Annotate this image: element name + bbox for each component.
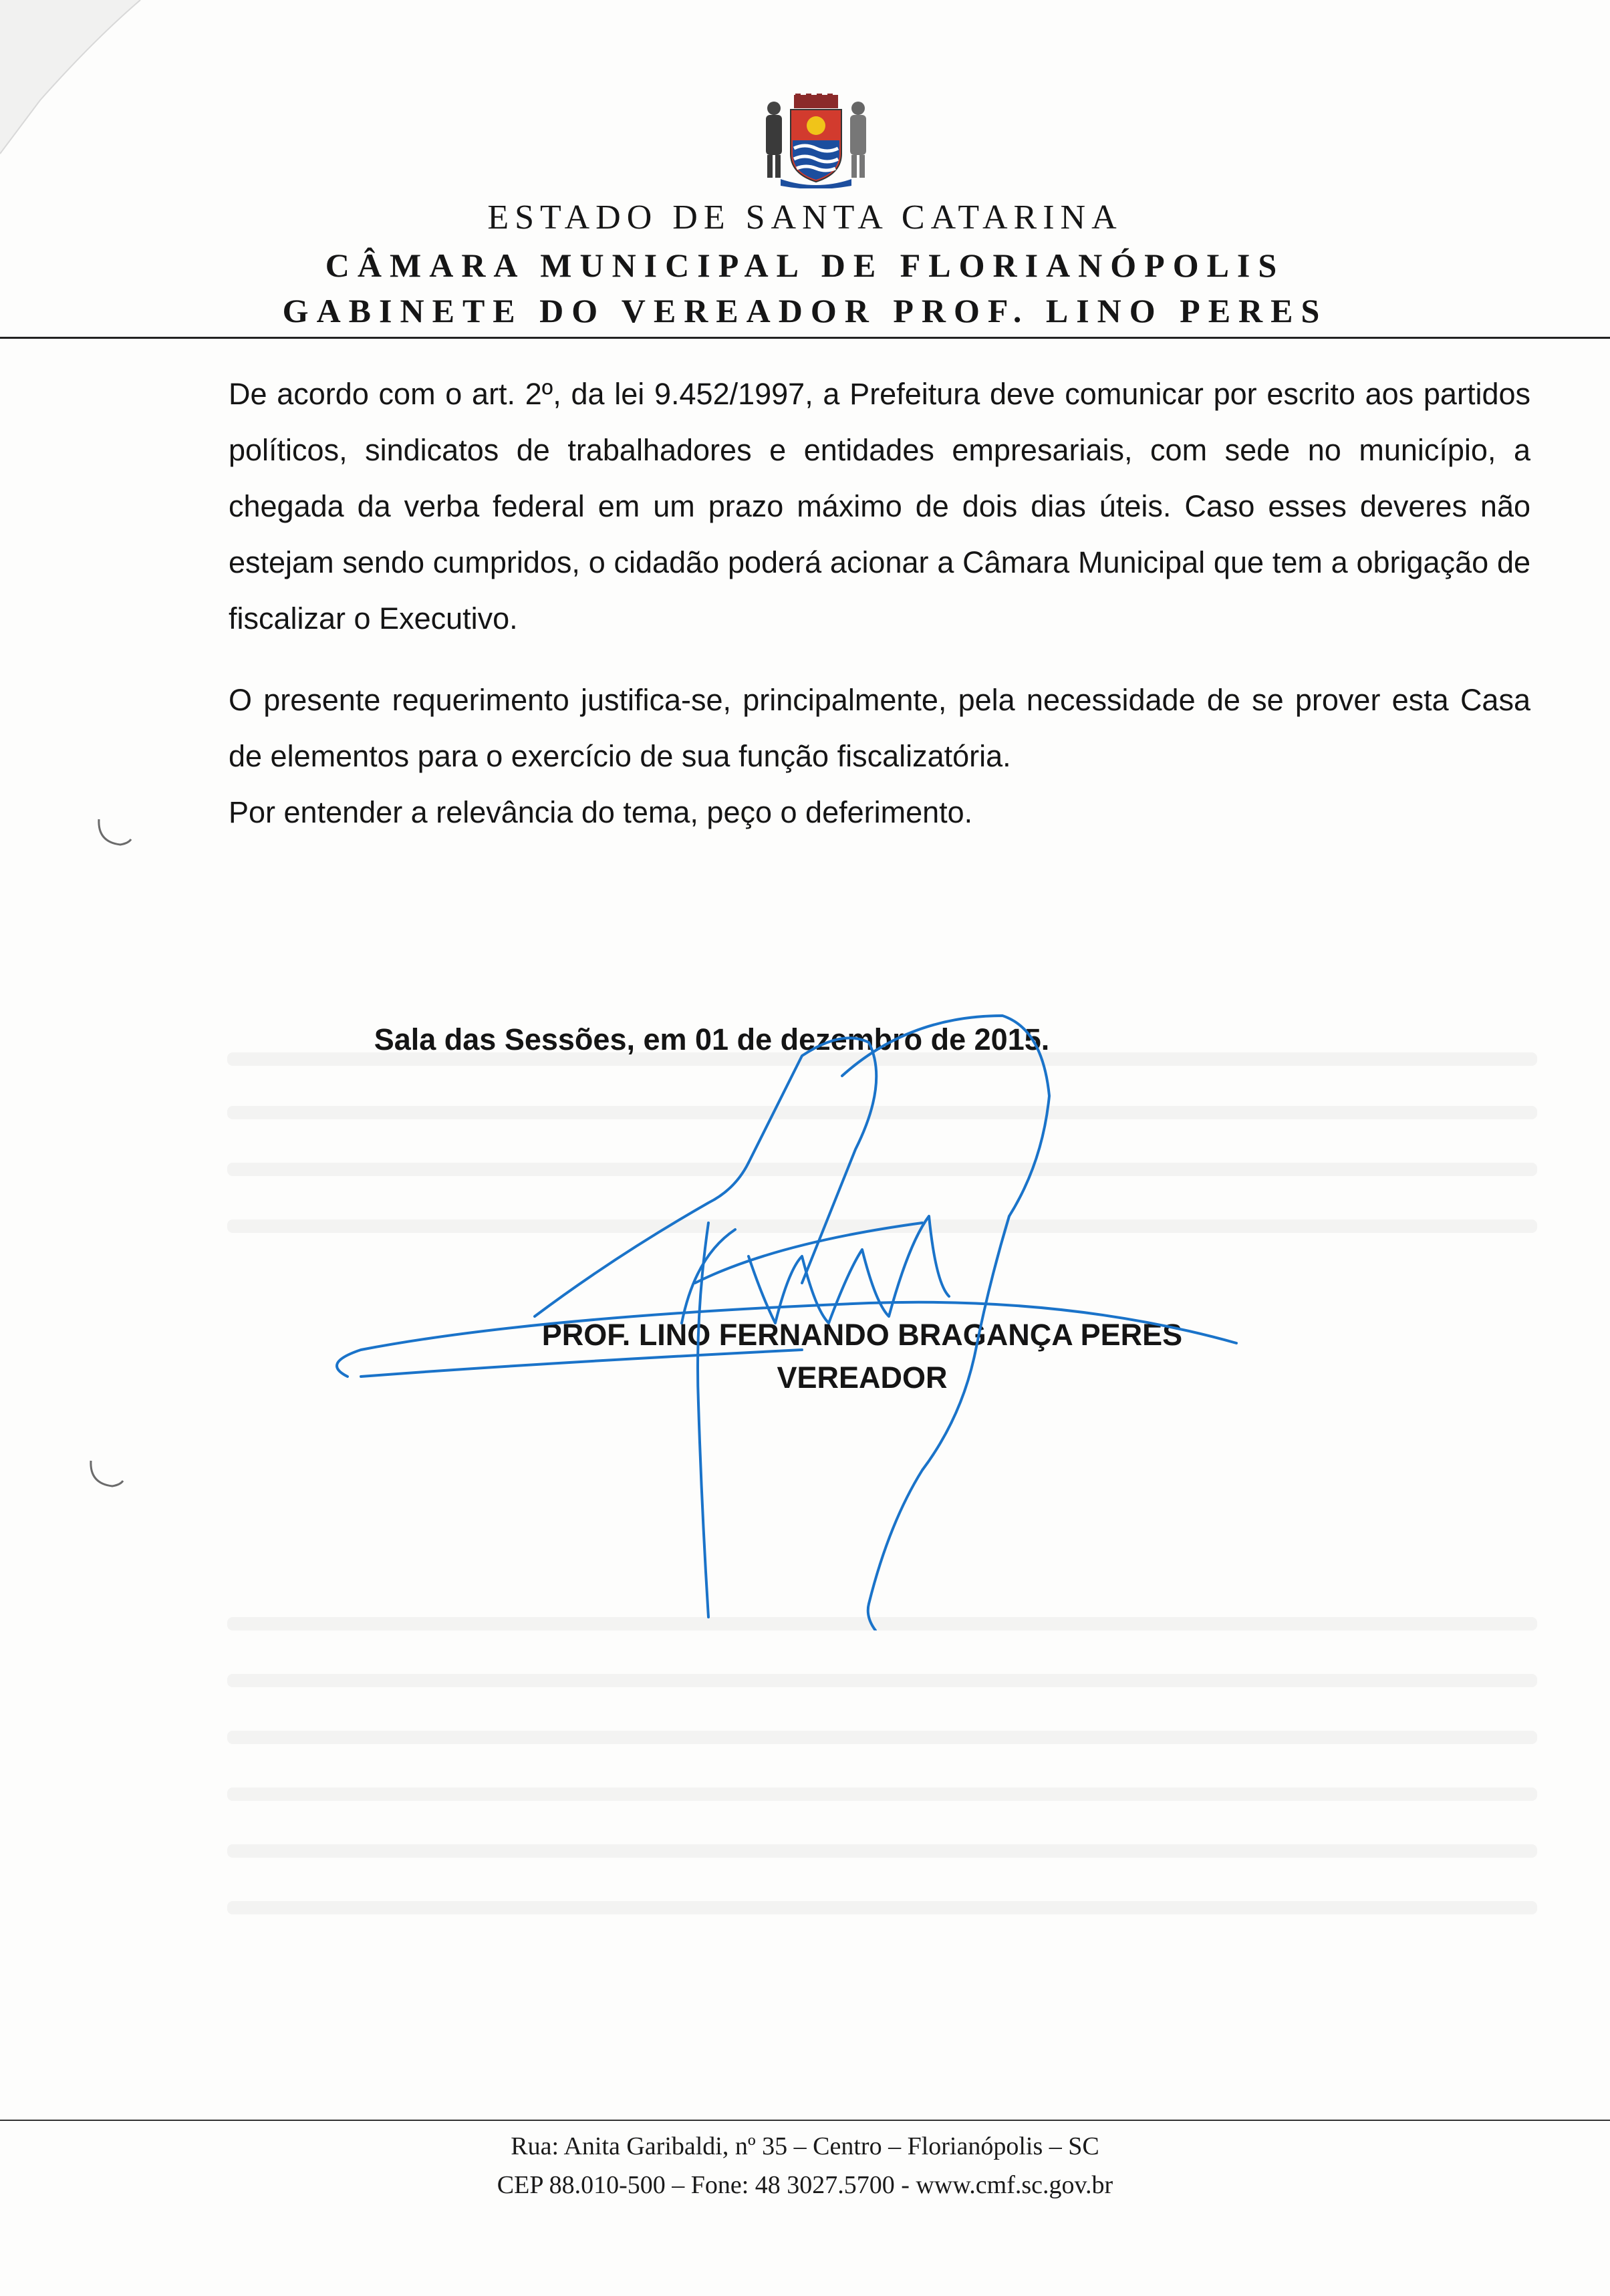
header-divider	[0, 337, 1610, 339]
header-state: ESTADO DE SANTA CATARINA	[487, 198, 1123, 237]
florianopolis-coat-of-arms-icon	[754, 94, 878, 188]
footer-contact: CEP 88.010-500 – Fone: 48 3027.5700 - www.cmf.sc.gov.br	[497, 2171, 1113, 2199]
handwritten-signature	[334, 1002, 1270, 1630]
page-fold-corner	[0, 0, 160, 160]
body-paragraph: O presente requerimento justifica-se, principalmente, pela necessidade de se prover esta Casa de elementos para o exercício de sua função fiscalizatória.	[229, 683, 1530, 773]
header-office: GABINETE DO VEREADOR PROF. LINO PERES	[282, 292, 1328, 329]
footer-address: Rua: Anita Garibaldi, nº 35 – Centro – Florianópolis – SC	[511, 2132, 1099, 2160]
bleed-through-line	[227, 1844, 1537, 1858]
header-chamber: CÂMARA MUNICIPAL DE FLORIANÓPOLIS	[325, 247, 1285, 284]
body-paragraph: Por entender a relevância do tema, peço o deferimento.	[229, 795, 973, 829]
signer-role: VEREADOR	[777, 1360, 948, 1395]
bleed-through-line	[227, 1731, 1537, 1744]
punch-hole-mark	[94, 813, 134, 853]
document-body	[229, 366, 1530, 841]
bleed-through-line	[227, 1674, 1537, 1687]
body-paragraph: De acordo com o art. 2º, da lei 9.452/1997, a Prefeitura deve comunicar por escrito aos partidos políticos, sindicatos de trabalhadores e entidades empresariais, com sede no município, a chegada da verba federal em um prazo máximo de dois dias úteis. Caso esses deveres não estejam sendo cumpridos, o cidadão poderá acionar a Câmara Municipal que tem a obrigação de fiscalizar o Executivo.	[229, 377, 1530, 635]
signer-name: PROF. LINO FERNANDO BRAGANÇA PERES	[541, 1318, 1183, 1352]
bleed-through-line	[227, 1787, 1537, 1801]
punch-hole-mark	[86, 1454, 126, 1494]
bleed-through-line	[227, 1901, 1537, 1914]
place-date: Sala das Sessões, em 01 de dezembro de 2015.	[374, 1022, 1050, 1056]
footer-divider	[0, 2120, 1610, 2121]
